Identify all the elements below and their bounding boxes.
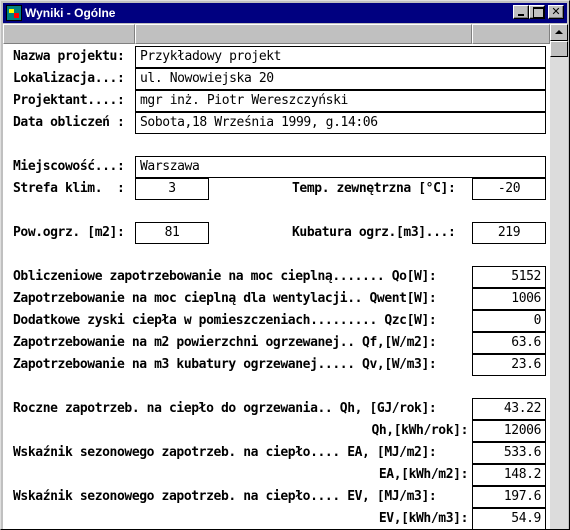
close-icon: ✕ [551,5,561,18]
seasonal-label: Wskaźnik sezonowego zapotrzeb. na ciepło.... EV, [MJ/m3]: [13,489,437,504]
result-label: Obliczeniowe zapotrzebowanie na moc cieplną....... Qo[W]: [13,269,437,284]
project-name-field[interactable]: Przykładowy projekt [135,46,546,68]
result-label: Zapotrzebowanie na m2 powierzchni ogrzewanej.. Qf,[W/m2]: [13,335,437,350]
climate-zone-label: Strefa klim. : [13,181,125,196]
seasonal-label: Wskaźnik sezonowego zapotrzeb. na ciepło.... EA, [MJ/m2]: [13,445,437,460]
column-header[interactable] [472,24,550,44]
result-value[interactable]: 5152 [472,266,546,288]
app-icon[interactable] [6,5,22,21]
seasonal-label: Qh,[kWh/rok]: [371,423,468,438]
result-label: Zapotrzebowanie na moc cieplną dla wentylacji.. Qwent[W]: [13,291,437,306]
location-label: Lokalizacja...: [13,71,125,86]
outdoor-temp-label: Temp. zewnętrzna [°C]: [292,181,456,196]
column-header-row [3,24,550,44]
result-value[interactable]: 63.6 [472,332,546,354]
seasonal-value[interactable]: 197.6 [472,486,546,508]
scroll-thumb[interactable] [550,41,568,57]
project-name-label: Nazwa projektu: [13,49,125,64]
result-value[interactable]: 1006 [472,288,546,310]
seasonal-label: EV,[kWh/m3]: [378,511,468,526]
seasonal-value[interactable]: 43.22 [472,398,546,420]
column-header[interactable] [135,24,472,44]
climate-zone-field[interactable]: 3 [135,178,209,200]
seasonal-label: EA,[kWh/m2]: [378,467,468,482]
designer-field[interactable]: mgr inż. Piotr Wereszczyński [135,90,546,112]
vertical-scrollbar[interactable] [550,24,568,529]
seasonal-value[interactable]: 533.6 [472,442,546,464]
scroll-up-button[interactable] [550,24,568,41]
city-field[interactable]: Warszawa [135,156,546,178]
heated-volume-field[interactable]: 219 [472,222,546,244]
window-title: Wyniki - Ogólne [25,6,116,20]
designer-label: Projektant....: [13,93,125,108]
title-bar[interactable] [3,3,567,23]
location-field[interactable]: ul. Nowowiejska 20 [135,68,546,90]
minimize-button[interactable] [513,5,529,19]
calc-date-label: Data obliczeń : [13,115,125,130]
city-label: Miejscowość...: [13,159,125,174]
close-button[interactable] [548,5,564,19]
result-label: Dodatkowe zyski ciepła w pomieszczeniach......... Qzc[W]: [13,313,437,328]
seasonal-value[interactable]: 148.2 [472,464,546,486]
seasonal-value[interactable]: 54.9 [472,508,546,529]
column-header[interactable] [3,24,135,44]
heated-area-label: Pow.ogrz. [m2]: [13,225,125,240]
maximize-button[interactable] [529,5,545,19]
result-value[interactable]: 23.6 [472,354,546,376]
result-value[interactable]: 0 [472,310,546,332]
result-label: Zapotrzebowanie na m3 kubatury ogrzewanej..... Qv,[W/m3]: [13,357,437,372]
seasonal-label: Roczne zapotrzeb. na ciepło do ogrzewania.. Qh, [GJ/rok]: [13,401,437,416]
heated-volume-label: Kubatura ogrz.[m3]...: [292,225,456,240]
seasonal-value[interactable]: 12006 [472,420,546,442]
heated-area-field[interactable]: 81 [135,222,209,244]
results-panel [3,24,550,529]
calc-date-field[interactable]: Sobota,18 Września 1999, g.14:06 [135,112,546,134]
outdoor-temp-field[interactable]: -20 [472,178,546,200]
